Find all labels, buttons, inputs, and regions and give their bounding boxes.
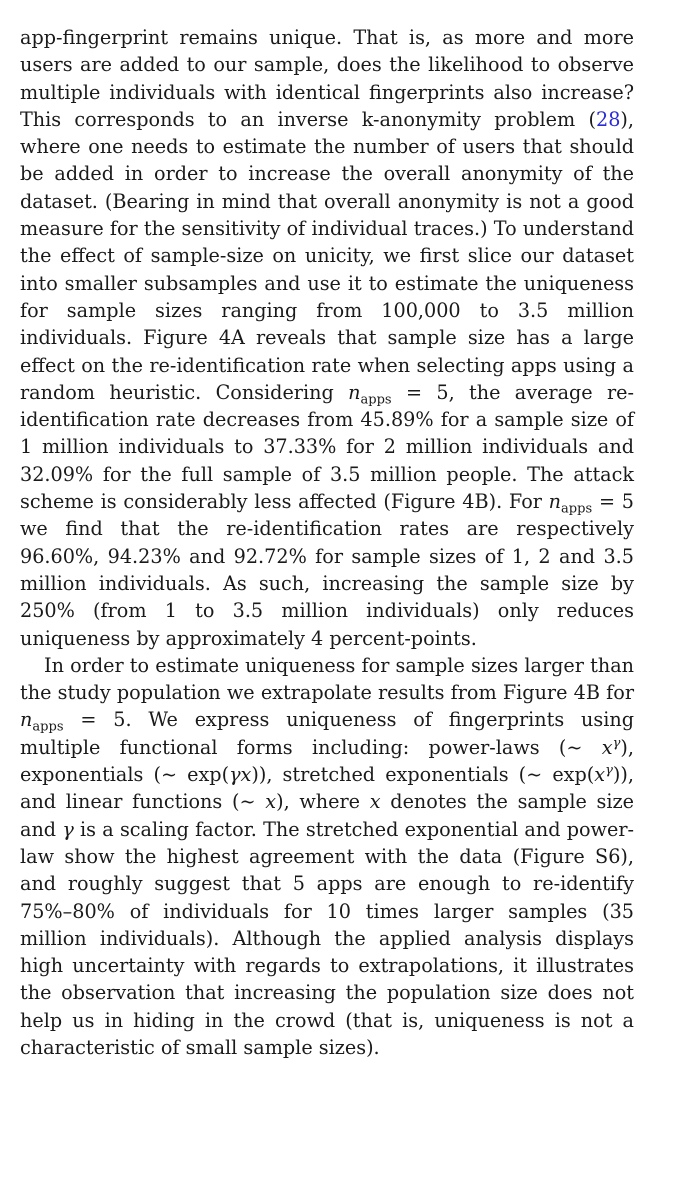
text-run: )), stretched exponentials (∼ exp( <box>251 763 595 787</box>
text-run: ), exponentials (∼ exp( <box>20 735 634 787</box>
text-run: )), and linear functions (∼ <box>20 763 634 814</box>
paragraph-extrapolation <box>20 652 634 1061</box>
text-run: ), where <box>276 790 370 814</box>
math-variable: x <box>369 790 381 814</box>
text-run: is a scaling factor. The stretched exponential and power-law show the highest agreement with the data (Figure S6), and roughly suggest that 5 apps are enough to re-identify 75%–80% of individuals for 10 times larger samples (35 million individuals). Although the applied analysis displays high uncertainty with regards to extrapolations, it illustrates the observation that increasing the population size does not help us in hiding in the crowd (that is, uniqueness is not a characteristic of small sample sizes). <box>20 817 634 1059</box>
math-variable: x <box>265 790 277 814</box>
text-run: In order to estimate uniqueness for sample sizes larger than the study population we extrapolate results from Figure 4B for <box>20 653 634 705</box>
paragraph-sample-size <box>20 24 634 652</box>
math-subscript: apps <box>32 719 64 735</box>
math-superscript: γ <box>612 735 621 751</box>
math-variable: n <box>20 708 33 732</box>
math-variable: x <box>594 763 606 787</box>
math-variable: n <box>548 490 562 514</box>
math-variable: n <box>348 380 361 404</box>
math-subscript: apps <box>360 392 392 408</box>
math-superscript: γ <box>605 762 613 778</box>
math-subscript: apps <box>561 501 593 517</box>
text-run: app-fingerprint remains unique. That is, as more and more users are added to our sample, does the likelihood to observe multiple individuals with identical fingerprints also increase? This corresponds to an inverse k-anonymity problem ( <box>20 26 634 131</box>
citation-link[interactable]: 28 <box>595 107 621 131</box>
text-run: ), where one needs to estimate the number of users that should be added in order to increase the overall anonymity of the dataset. (Bearing in mind that overall anonymity is not a good measure for the sensitivity of individual traces.) To understand the effect of sample-size on unicity, we first slice our dataset into smaller subsamples and use it to estimate the uniqueness for sample sizes ranging from 100,000 to 3.5 million individuals. Figure 4A reveals that sample size has a large effect on the re-identification rate when selecting apps using a random heuristic. Considering <box>20 107 634 404</box>
text-run: = 5, the average re-identification rate decreases from 45.89% for a sample size of 1 million individuals to 37.33% for 2 million individuals and 32.09% for the full sample of 3.5 million people. The attack scheme is considerably less affected (Figure 4B). For <box>20 380 634 514</box>
paper-body <box>20 24 634 1061</box>
text-run: = 5. We express uniqueness of fingerprints using multiple functional forms including: power-laws (∼ <box>20 708 634 759</box>
text-run: = 5 we find that the re-identification rates are respectively 96.60%, 94.23% and 92.72% for sample sizes of 1, 2 and 3.5 million individuals. As such, increasing the sample size by 250% (from 1 to 3.5 million individuals) only reduces uniqueness by approximately 4 percent-points. <box>20 490 635 650</box>
text-run: denotes the sample size and <box>20 790 634 841</box>
math-variable: x <box>601 735 613 759</box>
math-variable: γ <box>62 817 74 841</box>
math-variable: γx <box>229 763 252 787</box>
